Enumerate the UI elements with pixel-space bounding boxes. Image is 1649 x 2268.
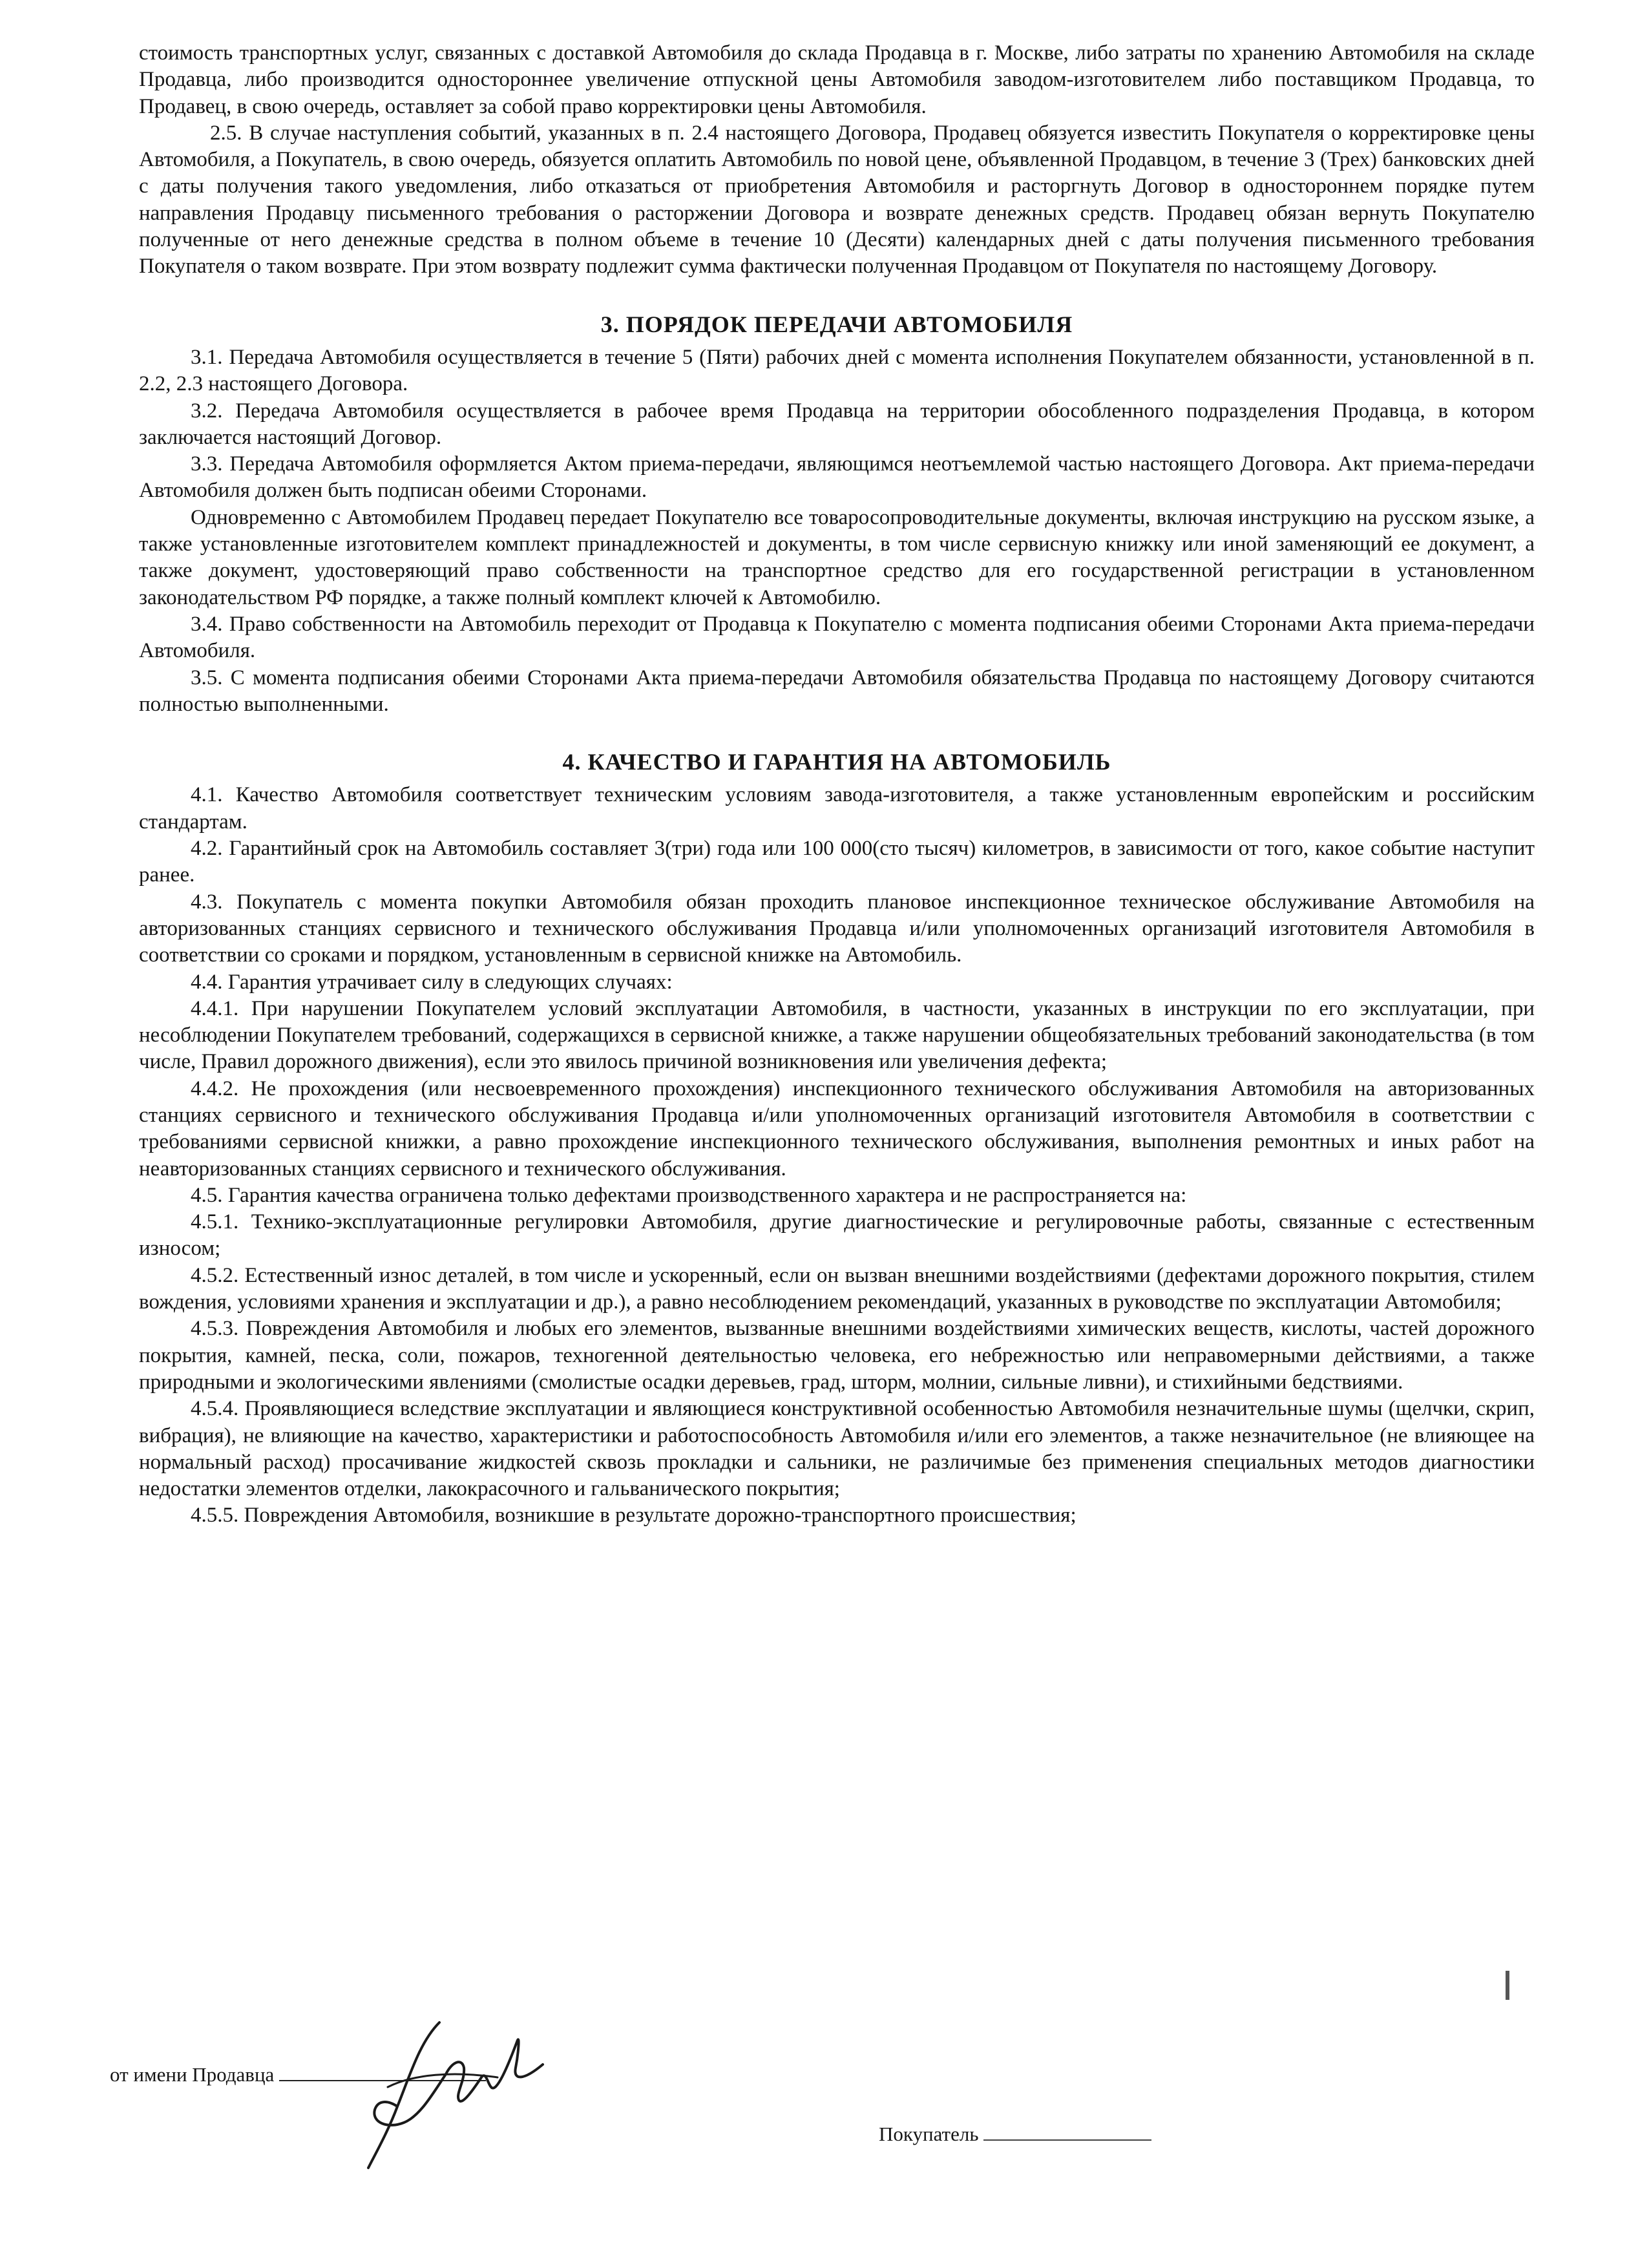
paragraph-4-5: 4.5. Гарантия качества ограничена только дефектами производственного характера и не распространяется на: xyxy=(191,1183,1187,1207)
buyer-signature-line xyxy=(879,2123,1151,2146)
buyer-label: Покупатель xyxy=(879,2123,979,2145)
paragraph-3-2: 3.2. Передача Автомобиля осуществляется в рабочее время Продавца на территории обособленного подразделения Продавца, в котором заключается настоящий Договор. xyxy=(139,399,1535,449)
paragraph-4-5-5: 4.5.5. Повреждения Автомобиля, возникшие в результате дорожно-транспортного происшествия; xyxy=(191,1504,1077,1528)
buyer-signature-blank xyxy=(983,2139,1151,2141)
paragraph-3-3-docs: Одновременно с Автомобилем Продавец передает Покупателю все товаросопроводительные документы, включая инструкцию на русском языке, а также установленные изготовителем комплект принадлежностей и документы, в том числе сервисную книжку или иной заменяющий ее документ, а также документ, удостоверяющий право собственности на транспортное средство для его государственной регистрации в установленном законодательством РФ порядке, а также полный комплект ключей к Автомобилю. xyxy=(139,505,1535,609)
paragraph-4-5-2: 4.5.2. Естественный износ деталей, в том числе и ускоренный, если он вызван внешними воздействиями (дефектами дорожного покрытия, стилем вождения, условиями хранения и эксплуатации и др.), а равно несоблюдением рекомендаций, указанных в руководстве по эксплуатации Автомобиля; xyxy=(139,1263,1535,1314)
paragraph-4-4: 4.4. Гарантия утрачивает силу в следующих случаях: xyxy=(191,970,673,994)
paragraph-2-4-cont: стоимость транспортных услуг, связанных с доставкой Автомобиля до склада Продавца в г. Москве, либо затраты по хранению Автомобиля на складе Продавца, либо производится одностороннее увеличение отпускной цены Автомобиля заводом-изготовителем либо поставщиком Продавца, то Продавец, в свою очередь, оставляет за собой право корректировки цены Автомобиля. xyxy=(139,41,1535,118)
document-body xyxy=(139,40,1535,1529)
paragraph-4-3: 4.3. Покупатель с момента покупки Автомобиля обязан проходить плановое инспекционное техническое обслуживание Автомобиля на авторизованных станциях сервисного и технического обслуживания Продавца и/или уполномоченных организаций изготовителя Автомобиля в соответствии со сроками и порядком, установленным в сервисной книжке на Автомобиль. xyxy=(139,890,1535,967)
seller-label: от имени Продавца xyxy=(110,2063,275,2086)
paragraph-3-4: 3.4. Право собственности на Автомобиль переходит от Продавца к Покупателю с момента подписания обеими Сторонами Акта приема-передачи Автомобиля. xyxy=(139,612,1535,663)
section-3-heading: 3. ПОРЯДОК ПЕРЕДАЧИ АВТОМОБИЛЯ xyxy=(600,311,1073,337)
handwritten-signature xyxy=(349,1997,556,2178)
paragraph-4-1: 4.1. Качество Автомобиля соответствует техническим условиям завода-изготовителя, а также установленным европейским и российским стандартам. xyxy=(139,783,1535,834)
paragraph-4-5-3: 4.5.3. Повреждения Автомобиля и любых его элементов, вызванные внешними воздействиями химических веществ, кислоты, частей дорожного покрытия, камней, песка, соли, пожаров, техногенной деятельностью человека, его небрежностью или неправомерными действиями, а также природными и экологическими явлениями (смолистые осадки деревьев, град, шторм, молнии, сильные ливни), и стихийными бедствиями. xyxy=(139,1317,1535,1394)
paragraph-3-5: 3.5. С момента подписания обеими Сторонами Акта приема-передачи Автомобиля обязательства Продавца по настоящему Договору считаются полностью выполненными. xyxy=(139,666,1535,716)
paragraph-3-1: 3.1. Передача Автомобиля осуществляется в течение 5 (Пяти) рабочих дней с момента исполнения Покупателем обязанности, установленной в п. 2.2, 2.3 настоящего Договора. xyxy=(139,345,1535,396)
paragraph-3-3: 3.3. Передача Автомобиля оформляется Актом приема-передачи, являющимся неотъемлемой частью настоящего Договора. Акт приема-передачи Автомобиля должен быть подписан обеими Сторонами. xyxy=(139,452,1535,503)
section-4-heading: 4. КАЧЕСТВО И ГАРАНТИЯ НА АВТОМОБИЛЬ xyxy=(562,749,1111,775)
paragraph-4-4-2: 4.4.2. Не прохождения (или несвоевременного прохождения) инспекционного технического обслуживания Автомобиля на авторизованных станциях сервисного и технического обслуживания Продавца и/или уполномоченных организаций изготовителя Автомобиля в соответствии с требованиями сервисной книжки, а равно прохождение инспекционного технического обслуживания, выполнения ремонтных и иных работ на неавторизованных станциях сервисного и технического обслуживания. xyxy=(139,1076,1535,1181)
paragraph-4-5-1: 4.5.1. Технико-эксплуатационные регулировки Автомобиля, другие диагностические и регулировочные работы, связанные с естественным износом; xyxy=(139,1210,1535,1261)
paragraph-4-5-4: 4.5.4. Проявляющиеся вследствие эксплуатации и являющиеся конструктивной особенностью Автомобиля незначительные шумы (щелчки, скрип, вибрация), не влияющие на качество, характеристики и работоспособность Автомобиля и/или его элементов, а также незначительное (не влияющее на нормальный расход) просачивание жидкостей сквозь прокладки и сальники, не различимые без применения специальных методов диагностики недостатки элементов отделки, лакокрасочного и гальванического покрытия; xyxy=(139,1397,1535,1501)
paragraph-4-2: 4.2. Гарантийный срок на Автомобиль составляет 3(три) года или 100 000(сто тысяч) километров, в зависимости от того, какое событие наступит ранее. xyxy=(139,837,1535,887)
paragraph-2-5: 2.5. В случае наступления событий, указанных в п. 2.4 настоящего Договора, Продавец обязуется известить Покупателя о корректировке цены Автомобиля, а Покупатель, в свою очередь, обязуется оплатить Автомобиль по новой цене, объявленной Продавцом, в течение 3 (Трех) банковских дней с даты получения такого уведомления, либо отказаться от приобретения Автомобиля и расторгнуть Договор в одностороннем порядке путем направления Продавцу письменного требования о расторжении Договора и возврате денежных средств. Продавец обязан вернуть Покупателю полученные от него денежные средства в полном объеме в течение 10 (Десяти) календарных дней с даты получения письменного требования Покупателя о таком возврате. При этом возврату подлежит сумма фактически полученная Продавцом от Покупателя по настоящему Договору. xyxy=(139,121,1535,278)
scan-mark xyxy=(1506,1971,1509,2000)
paragraph-4-4-1: 4.4.1. При нарушении Покупателем условий эксплуатации Автомобиля, в частности, указанных в инструкции по его эксплуатации, при несоблюдении Покупателем требований, содержащихся в сервисной книжке, а также нарушении общеобязательных требований законодательства (в том числе, Правил дорожного движения), если это явилось причиной возникновения или увеличения дефекта; xyxy=(139,996,1535,1074)
